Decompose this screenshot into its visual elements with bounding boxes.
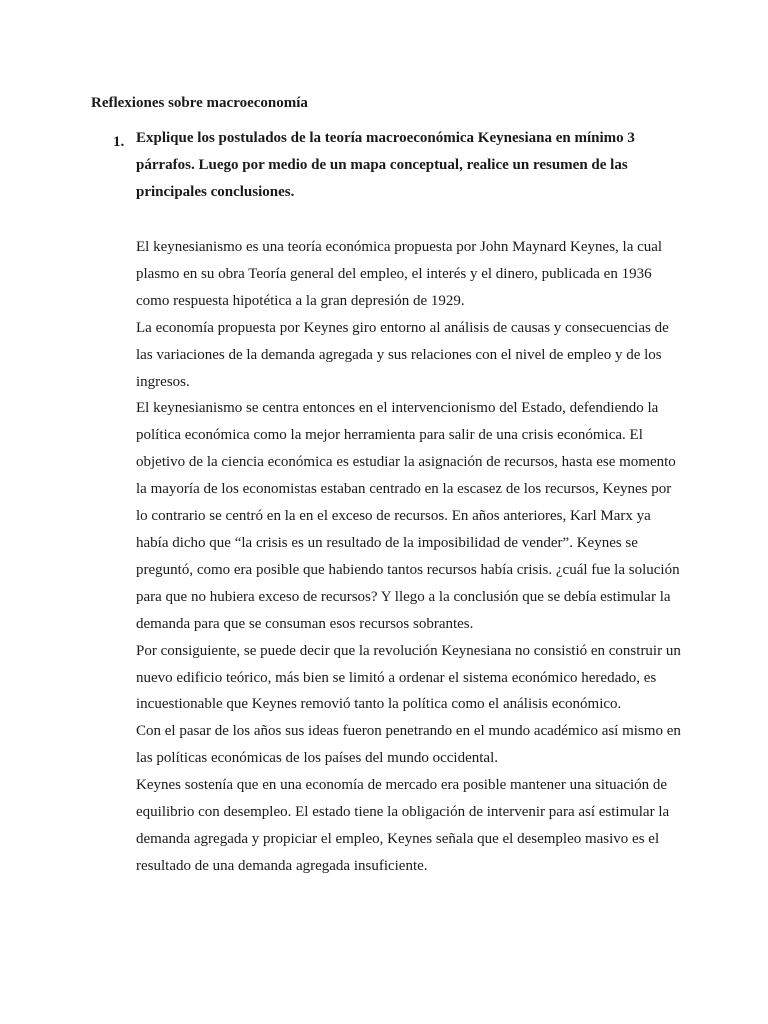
question-text: Explique los postulados de la teoría macroeconómica Keynesiana en mínimo 3 párrafos. Luego por medio de un mapa conceptual, realice un resumen de las principales conclusiones. xyxy=(136,130,635,200)
paragraph: Keynes sostenía que en una economía de mercado era posible mantener una situación de equilibrio con desempleo. El estado tiene la obligación de intervenir para así estimular la demanda agregada y propiciar el empleo, Keynes señala que el desempleo masivo es el resultado de una demanda agregada insuficiente. xyxy=(136,777,670,874)
paragraph: El keynesianismo es una teoría económica propuesta por John Maynard Keynes, la cual plasmo en su obra Teoría general del empleo, el interés y el dinero, publicada en 1936 como respuesta hipotética a la gran depresión de 1929. xyxy=(136,239,663,309)
paragraph: Con el pasar de los años sus ideas fueron penetrando en el mundo académico así mismo en las políticas económicas de los países del mundo occidental. xyxy=(136,723,681,767)
paragraph: La economía propuesta por Keynes giro entorno al análisis de causas y consecuencias de las variaciones de la demanda agregada y sus relaciones con el nivel de empleo y de los ingresos. xyxy=(136,319,669,390)
document-title: Reflexiones sobre macroeconomía xyxy=(91,95,308,111)
paragraph: El keynesianismo se centra entonces en el intervencionismo del Estado, defendiendo la política económica como la mejor herramienta para salir de una crisis económica. El objetivo de la ciencia económica es estudiar la asignación de recursos, hasta ese momento la mayoría de los economistas estaban centrado en la escasez de los recursos, Keynes por lo contrario se centró en la en el exceso de recursos. En años anteriores, Karl Marx ya había dicho que “la crisis es un resultado de la imposibilidad de vender”. Keynes se preguntó, como era posible que habiendo tantos recursos había crisis. ¿cuál fue la solución para que no hubiera exceso de recursos? Y llego a la conclusión que se debía estimular la demanda para que se consuman esos recursos sobrantes. xyxy=(136,400,680,632)
paragraph: Por consiguiente, se puede decir que la revolución Keynesiana no consistió en construir un nuevo edificio teórico, más bien se limitó a ordenar el sistema económico heredado, es incuestionable que Keynes removió tanto la política como el análisis económico. xyxy=(136,642,681,713)
question-number: 1. xyxy=(113,134,125,150)
answer-body xyxy=(136,234,681,880)
